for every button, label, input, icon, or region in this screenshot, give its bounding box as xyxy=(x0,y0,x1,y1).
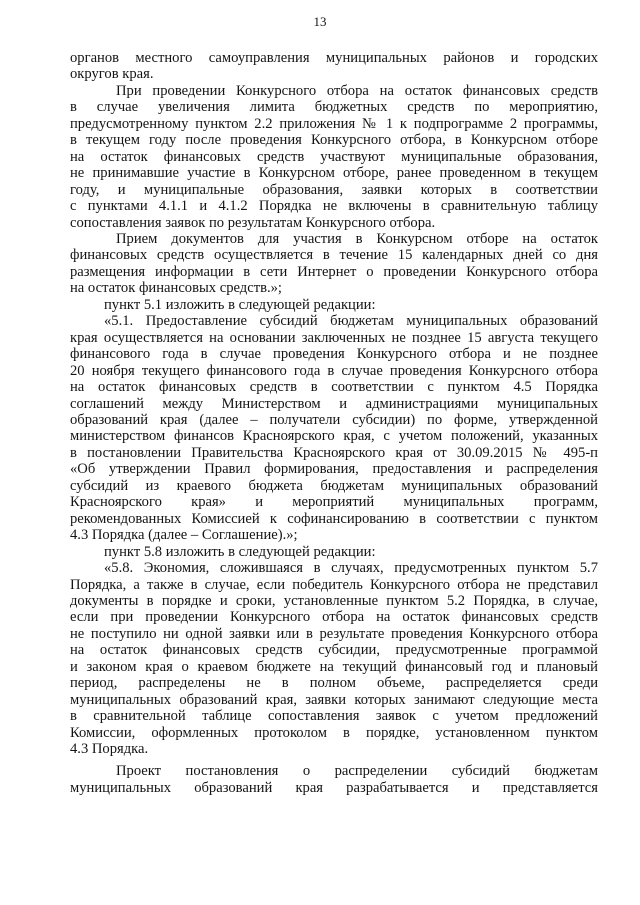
text-line: на остаток финансовых средств участвуют муниципальные образования, xyxy=(70,148,598,165)
text-line: если при проведении Конкурсного отбора на остаток финансовых средств xyxy=(70,609,598,626)
paragraph-continuation xyxy=(70,50,598,83)
paragraph-item-5-1 xyxy=(70,313,598,543)
paragraph-item-5-8 xyxy=(70,560,598,757)
text-line: Красноярского края» и мероприятий муниципальных программ, xyxy=(70,494,598,511)
text-line: 20 ноября текущего финансового года в случае проведения Конкурсного отбора xyxy=(70,362,598,379)
text-line: году, и муниципальные образования, заявки которых в соответствии xyxy=(70,181,598,198)
text-line: 4.3 Порядка. xyxy=(70,741,149,758)
text-line: соглашений между Министерством и администрациями муниципальных xyxy=(70,395,598,412)
text-line: не поступило ни одной заявки или в результате проведения Конкурсного отбора xyxy=(70,625,598,642)
text-line: предусмотренному пунктом 2.2 приложения № 1 к подпрограмме 2 программы, xyxy=(70,115,598,132)
text-line: в постановлении Правительства Красноярского края от 30.09.2015 № 495-п xyxy=(70,444,598,461)
text-line: Порядка, а также в случае, если победитель Конкурсного отбора не представил xyxy=(70,576,598,593)
document-body xyxy=(70,50,598,796)
page-number: 13 xyxy=(313,14,327,29)
text-line: пункт 5.8 изложить в следующей редакции: xyxy=(104,543,376,560)
text-line: «5.8. Экономия, сложившаяся в случаях, предусмотренных пунктом 5.7 xyxy=(104,560,598,577)
text-line: При проведении Конкурсного отбора на остаток финансовых средств xyxy=(116,82,598,99)
text-line: пункт 5.1 изложить в следующей редакции: xyxy=(104,296,376,313)
paragraph-draft-resolution xyxy=(70,763,598,796)
text-line: 4.3 Порядка (далее – Соглашение).»; xyxy=(70,527,298,544)
text-line: не принимавшие участие в Конкурсном отборе, ранее проведенном в текущем xyxy=(70,165,598,182)
text-line: размещения информации в сети Интернет о проведении Конкурсного отбора xyxy=(70,263,598,280)
text-line: в текущем году после проведения Конкурсного отбора, в Конкурсном отборе xyxy=(70,132,598,149)
text-line: период, распределены не в полном объеме, распределяется среди xyxy=(70,675,598,692)
text-line: «5.1. Предоставление субсидий бюджетам муниципальных образований xyxy=(104,313,598,330)
paragraph-item-5-8-heading xyxy=(70,544,598,560)
text-line: субсидий из краевого бюджета бюджетам муниципальных образований xyxy=(70,477,598,494)
paragraph-item-5-1-heading xyxy=(70,297,598,313)
text-line: в сравнительной таблице сопоставления заявок с учетом предложений xyxy=(70,708,598,725)
text-line: муниципальных образований края, заявки которых занимают следующие места xyxy=(70,691,598,708)
text-line: министерством финансов Красноярского края, с учетом положений, указанных xyxy=(70,428,598,445)
text-line: в случае увеличения лимита бюджетных средств по мероприятию, xyxy=(70,99,598,116)
text-line: финансовых средств осуществляется в течение 15 календарных дней со дня xyxy=(70,247,598,264)
text-line: края осуществляется на основании заключенных не позднее 15 августа текущего xyxy=(70,329,598,346)
text-line: на остаток финансовых средств.»; xyxy=(70,280,282,297)
text-line: сопоставления заявок по результатам Конкурсного отбора. xyxy=(70,214,436,231)
text-line: Комиссии, оформленных протоколом в порядке, установленном пунктом xyxy=(70,724,598,741)
text-line: Проект постановления о распределении субсидий бюджетам xyxy=(116,763,598,780)
text-line: муниципальных образований края разрабатывается и представляется xyxy=(70,779,598,796)
text-line: органов местного самоуправления муниципальных районов и городских xyxy=(70,50,598,66)
paragraph-document-acceptance xyxy=(70,231,598,297)
text-line: округов края. xyxy=(70,66,154,83)
paragraph-competitive-selection xyxy=(70,83,598,231)
text-line: с пунктами 4.1.1 и 4.1.2 Порядка не включены в сравнительную таблицу xyxy=(70,198,598,215)
text-line: Прием документов для участия в Конкурсном отборе на остаток xyxy=(116,230,598,247)
text-line: «Об утверждении Правил формирования, предоставления и распределения xyxy=(70,461,598,478)
text-line: документы в порядке и сроки, установленные пунктом 5.2 Порядка, в случае, xyxy=(70,592,598,609)
text-line: на остаток финансовых средств в соответствии с пунктом 4.5 Порядка xyxy=(70,379,598,396)
text-line: финансового года в случае проведения Конкурсного отбора и не позднее xyxy=(70,346,598,363)
text-line: рекомендованных Комиссией к софинансированию в соответствии с пунктом xyxy=(70,510,598,527)
text-line: и законом края о краевом бюджете на текущий финансовый год и плановый xyxy=(70,658,598,675)
text-line: на остаток финансовых средств субсидии, предусмотренные программой xyxy=(70,642,598,659)
text-line: образований края (далее – получатели субсидии) по форме, утвержденной xyxy=(70,411,598,428)
